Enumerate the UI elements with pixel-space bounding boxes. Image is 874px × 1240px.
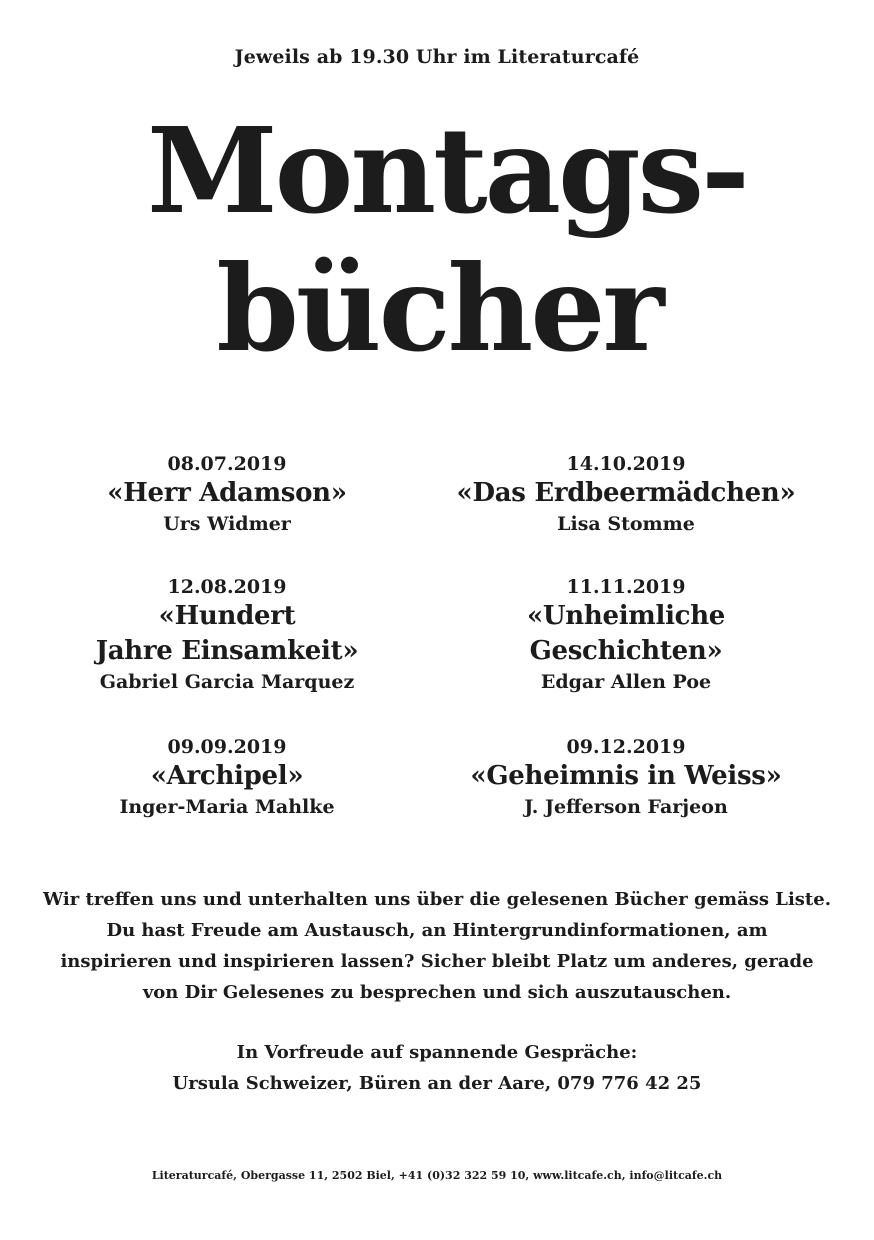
event-date: 08.07.2019	[167, 453, 287, 475]
description-line: Wir treffen uns und unterhalten uns über die gelesenen Bücher gemäss Liste.	[43, 889, 831, 910]
book-author: Gabriel Garcia Marquez	[99, 671, 355, 693]
title-line-1: Montags-	[147, 101, 747, 240]
book-author: Lisa Stomme	[557, 513, 695, 535]
book-author: Inger-Maria Mahlke	[119, 796, 335, 818]
event-date: 09.12.2019	[566, 736, 686, 758]
event-date: 11.11.2019	[566, 576, 686, 598]
event-entry	[27, 452, 427, 537]
event-entry	[426, 452, 826, 537]
closing-block	[0, 1037, 874, 1099]
event-entry	[27, 575, 427, 695]
book-author: J. Jefferson Farjeon	[524, 796, 728, 818]
event-entry	[426, 575, 826, 695]
book-title-line-2: Jahre Einsamkeit»	[95, 636, 359, 666]
book-title: «Herr Adamson»	[107, 478, 347, 508]
organizer-contact: Ursula Schweizer, Büren an der Aare, 079 776 42 25	[172, 1073, 702, 1094]
book-author: Edgar Allen Poe	[540, 671, 712, 693]
description-paragraph	[20, 884, 854, 1008]
closing-greeting: In Vorfreude auf spannende Gespräche:	[236, 1042, 638, 1063]
book-title: «Geheimnis in Weiss»	[470, 761, 782, 791]
description-line: inspirieren und inspirieren lassen? Sicher bleibt Platz um anderes, gerade	[60, 951, 814, 972]
event-date: 09.09.2019	[167, 736, 287, 758]
footer-address: Literaturcafé, Obergasse 11, 2502 Biel, +41 (0)32 322 59 10, www.litcafe.ch, info@litcafe.ch	[151, 1169, 723, 1182]
book-author: Urs Widmer	[163, 513, 291, 535]
event-entry	[426, 735, 826, 820]
event-time-subtitle: Jeweils ab 19.30 Uhr im Literaturcafé	[234, 46, 640, 68]
book-title-line-2: Geschichten»	[529, 636, 723, 666]
event-date: 14.10.2019	[566, 453, 686, 475]
book-title-line-1: «Unheimliche	[526, 601, 726, 631]
book-title-line-1: «Hundert	[158, 601, 296, 631]
description-line: Du hast Freude am Austausch, an Hintergrundinformationen, am	[106, 920, 768, 941]
event-date: 12.08.2019	[167, 576, 287, 598]
title-line-2: bücher	[216, 239, 662, 378]
book-title: «Das Erdbeermädchen»	[456, 478, 796, 508]
description-line: von Dir Gelesenes zu besprechen und sich auszutauschen.	[142, 982, 732, 1003]
book-title: «Archipel»	[150, 761, 304, 791]
event-entry	[27, 735, 427, 820]
